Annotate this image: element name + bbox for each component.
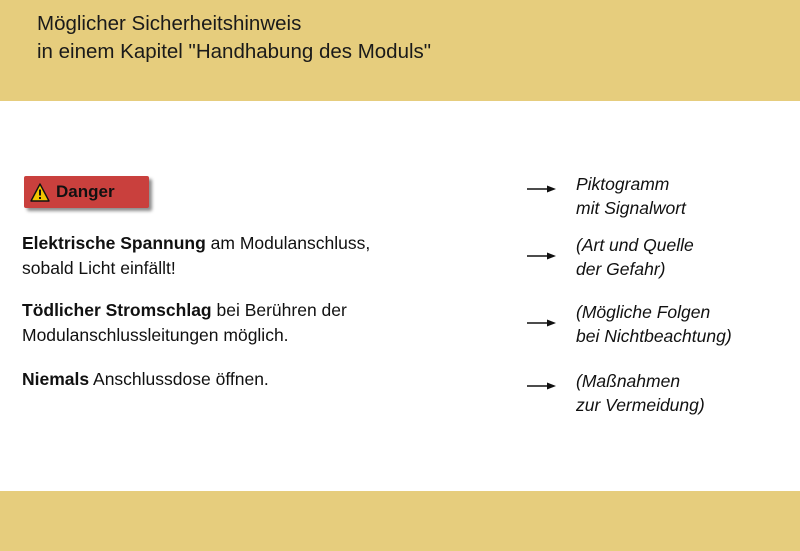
title-line-2: in einem Kapitel "Handhabung des Moduls"	[37, 40, 432, 63]
page-title	[37, 10, 431, 66]
annotation-line: Piktogramm	[576, 174, 670, 194]
consequence-bold: Tödlicher Stromschlag	[22, 300, 212, 320]
annotation-line: mit Signalwort	[576, 198, 686, 218]
annotation-line: bei Nichtbeachtung)	[576, 326, 732, 346]
annotation-measures	[576, 369, 705, 417]
hazard-bold: Elektrische Spannung	[22, 233, 206, 253]
footer-band	[0, 491, 800, 551]
hazard-text	[22, 231, 370, 281]
annotation-line: (Mögliche Folgen	[576, 302, 711, 322]
consequence-rest: bei Berühren der	[211, 300, 347, 320]
avoidance-text	[22, 367, 269, 392]
consequence-line-2: Modulanschlussleitungen möglich.	[22, 325, 289, 345]
title-line-1: Möglicher Sicherheitshinweis	[37, 12, 302, 35]
danger-signal-label	[24, 176, 149, 208]
annotation-line: (Art und Quelle	[576, 235, 694, 255]
annotation-line: (Maßnahmen	[576, 371, 681, 391]
hazard-rest: am Modulanschluss,	[205, 233, 371, 253]
arrow-right-icon	[527, 251, 557, 261]
consequence-text	[22, 298, 347, 348]
annotation-line: zur Vermeidung)	[576, 395, 705, 415]
avoidance-bold: Niemals	[22, 369, 90, 389]
warning-triangle-icon	[30, 183, 50, 202]
arrow-right-icon	[527, 381, 557, 391]
arrow-right-icon	[527, 184, 557, 194]
annotation-pictogram	[576, 172, 686, 220]
hazard-line-2: sobald Licht einfällt!	[22, 258, 176, 278]
annotation-consequences	[576, 300, 732, 348]
annotation-hazard-source	[576, 233, 694, 281]
avoidance-rest: Anschlussdose öffnen.	[89, 369, 269, 389]
annotation-line: der Gefahr)	[576, 259, 666, 279]
signal-word: Danger	[56, 182, 115, 201]
arrow-right-icon	[527, 318, 557, 328]
